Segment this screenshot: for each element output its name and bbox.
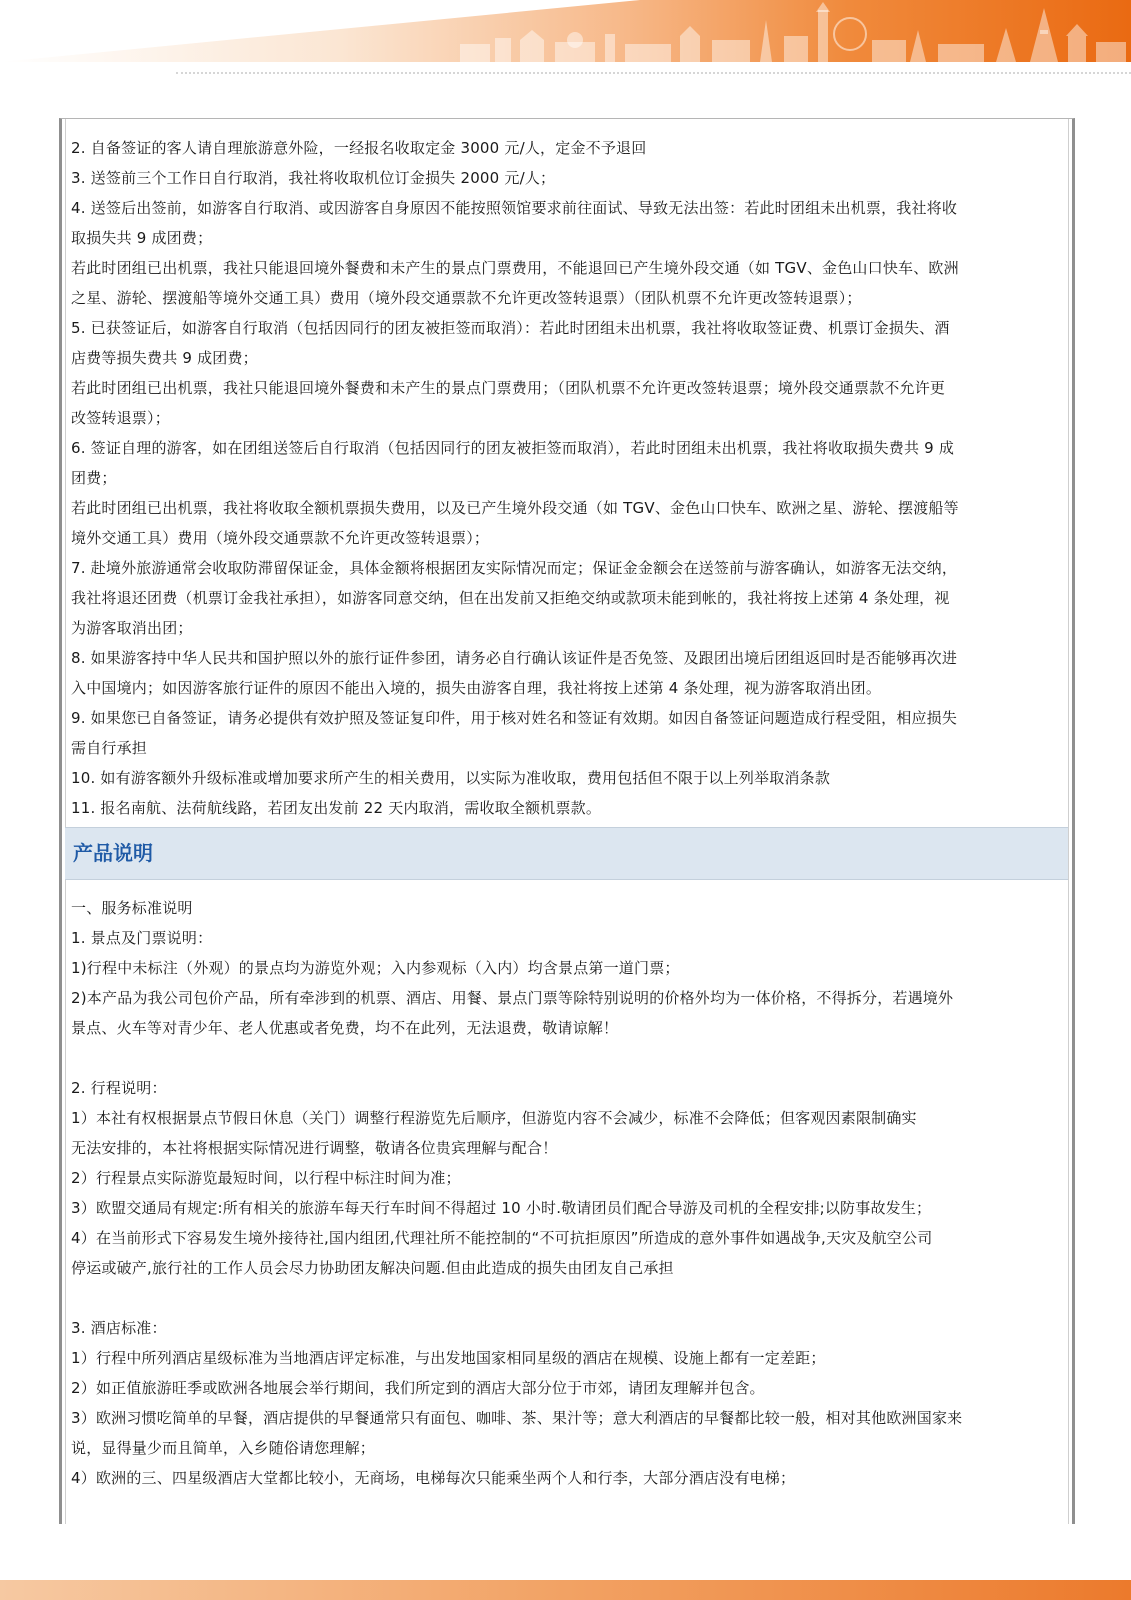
- product-line: 2. 行程说明：: [71, 1079, 167, 1097]
- product-line: 1. 景点及门票说明：: [71, 929, 213, 947]
- terms-line: 取损失共 9 成团费；: [71, 229, 213, 247]
- blank-line: [71, 1283, 1063, 1313]
- terms-line: 9. 如果您已自备签证，请务必提供有效护照及签证复印件，用于核对姓名和签证有效期。如因自备签证问题造成行程受阻，相应损失: [71, 709, 958, 727]
- terms-line: 境外交通工具）费用（境外段交通票款不允许更改签转退票）；: [71, 529, 490, 547]
- product-line: 停运或破产,旅行社的工作人员会尽力协助团友解决问题.但由此造成的损失由团友自己承担: [71, 1259, 674, 1277]
- product-line: 景点、火车等对青少年、老人优惠或者免费，均不在此列，无法退费，敬请谅解！: [71, 1019, 619, 1037]
- product-line: 说，显得量少而且简单，入乡随俗请您理解；: [71, 1439, 376, 1457]
- top-banner: [0, 0, 1131, 62]
- terms-line: 7. 赴境外旅游通常会收取防滞留保证金，具体金额将根据团友实际情况而定；保证金金额会在送签前与游客确认，如游客无法交纳，: [71, 559, 958, 577]
- terms-line: 若此时团组已出机票，我社只能退回境外餐费和未产生的景点门票费用，不能退回已产生境外段交通（如 TGV、金色山口快车、欧洲: [71, 259, 959, 277]
- terms-line: 2. 自备签证的客人请自理旅游意外险，一经报名收取定金 3000 元/人，定金不予退回: [71, 139, 647, 157]
- terms-line: 3. 送签前三个工作日自行取消，我社将收取机位订金损失 2000 元/人；: [71, 169, 556, 187]
- terms-line: 若此时团组已出机票，我社将收取全额机票损失费用，以及已产生境外段交通（如 TGV、金色山口快车、欧洲之星、游轮、摆渡船等: [71, 499, 959, 517]
- bottom-band: [0, 1580, 1131, 1600]
- product-line: 1)行程中未标注（外观）的景点均为游览外观；入内参观标（入内）均含景点第一道门票；: [71, 959, 680, 977]
- product-line: 3. 酒店标准：: [71, 1319, 167, 1337]
- product-line: 1）行程中所列酒店星级标准为当地酒店评定标准，与出发地国家相同星级的酒店在规模、设施上都有一定差距；: [71, 1349, 826, 1367]
- product-line: 3）欧洲习惯吃简单的早餐，酒店提供的早餐通常只有面包、咖啡、茶、果汁等；意大利酒店的早餐都比较一般，相对其他欧洲国家来: [71, 1409, 963, 1427]
- product-line: 3）欧盟交通局有规定:所有相关的旅游车每天行车时间不得超过 10 小时.敬请团员们配合导游及司机的全程安排;以防事故发生；: [71, 1199, 932, 1217]
- product-line: 4）欧洲的三、四星级酒店大堂都比较小，无商场，电梯每次只能乘坐两个人和行李，大部分酒店没有电梯；: [71, 1469, 796, 1487]
- terms-line: 4. 送签后出签前，如游客自行取消、或因游客自身原因不能按照领馆要求前往面试、导致无法出签：若此时团组未出机票，我社将收: [71, 199, 958, 217]
- product-line: 2)本产品为我公司包价产品，所有牵涉到的机票、酒店、用餐、景点门票等除特别说明的价格外均为一体价格，不得拆分，若遇境外: [71, 989, 954, 1007]
- city-skyline-illustration: [440, 0, 1131, 62]
- terms-line: 8. 如果游客持中华人民共和国护照以外的旅行证件参团，请务必自行确认该证件是否免签、及跟团出境后团组返回时是否能够再次进: [71, 649, 958, 667]
- terms-line: 10. 如有游客额外升级标准或增加要求所产生的相关费用，以实际为准收取，费用包括但不限于以上列举取消条款: [71, 769, 831, 787]
- product-description: [71, 893, 1063, 1493]
- product-line: 无法安排的，本社将根据实际情况进行调整，敬请各位贵宾理解与配合！: [71, 1139, 558, 1157]
- terms-line: 为游客取消出团；: [71, 619, 193, 637]
- product-line: 1）本社有权根据景点节假日休息（关门）调整行程游览先后顺序，但游览内容不会减少，标准不会降低；但客观因素限制确实: [71, 1109, 917, 1127]
- product-line: 2）行程景点实际游览最短时间，以行程中标注时间为准；: [71, 1169, 461, 1187]
- terms-line: 我社将退还团费（机票订金我社承担），如游客同意交纳，但在出发前又拒绝交纳或款项未能到帐的，我社将按上述第 4 条处理，视: [71, 589, 950, 607]
- content-frame: [59, 118, 1075, 1524]
- product-line: 2）如正值旅游旺季或欧洲各地展会举行期间，我们所定到的酒店大部分位于市郊，请团友理解并包含。: [71, 1379, 765, 1397]
- cancellation-terms: [71, 133, 1063, 823]
- product-line: 一、服务标准说明: [71, 899, 193, 917]
- terms-line: 6. 签证自理的游客，如在团组送签后自行取消（包括因同行的团友被拒签而取消），若此时团组未出机票，我社将收取损失费共 9 成: [71, 439, 955, 457]
- terms-line: 需自行承担: [71, 739, 148, 757]
- terms-line: 之星、游轮、摆渡船等境外交通工具）费用（境外段交通票款不允许更改签转退票）（团队机票不允许更改签转退票）；: [71, 289, 862, 307]
- header-divider: [176, 72, 1131, 74]
- section-title: 产品说明: [73, 841, 153, 865]
- terms-line: 团费；: [71, 469, 117, 487]
- terms-line: 店费等损失费共 9 成团费；: [71, 349, 258, 367]
- blank-line: [71, 1043, 1063, 1073]
- section-header-bar: [65, 827, 1069, 880]
- terms-line: 5. 已获签证后，如游客自行取消（包括因同行的团友被拒签而取消）：若此时团组未出机票，我社将收取签证费、机票订金损失、酒: [71, 319, 950, 337]
- terms-line: 11. 报名南航、法荷航线路，若团友出发前 22 天内取消，需收取全额机票款。: [71, 799, 602, 817]
- terms-line: 改签转退票）；: [71, 409, 170, 427]
- terms-line: 入中国境内；如因游客旅行证件的原因不能出入境的，损失由游客自理，我社将按上述第 4 条处理，视为游客取消出团。: [71, 679, 882, 697]
- product-line: 4）在当前形式下容易发生境外接待社,国内组团,代理社所不能控制的“不可抗拒原因”所造成的意外事件如遇战争,天灾及航空公司: [71, 1229, 933, 1247]
- terms-line: 若此时团组已出机票，我社只能退回境外餐费和未产生的景点门票费用；（团队机票不允许更改签转退票；境外段交通票款不允许更: [71, 379, 946, 397]
